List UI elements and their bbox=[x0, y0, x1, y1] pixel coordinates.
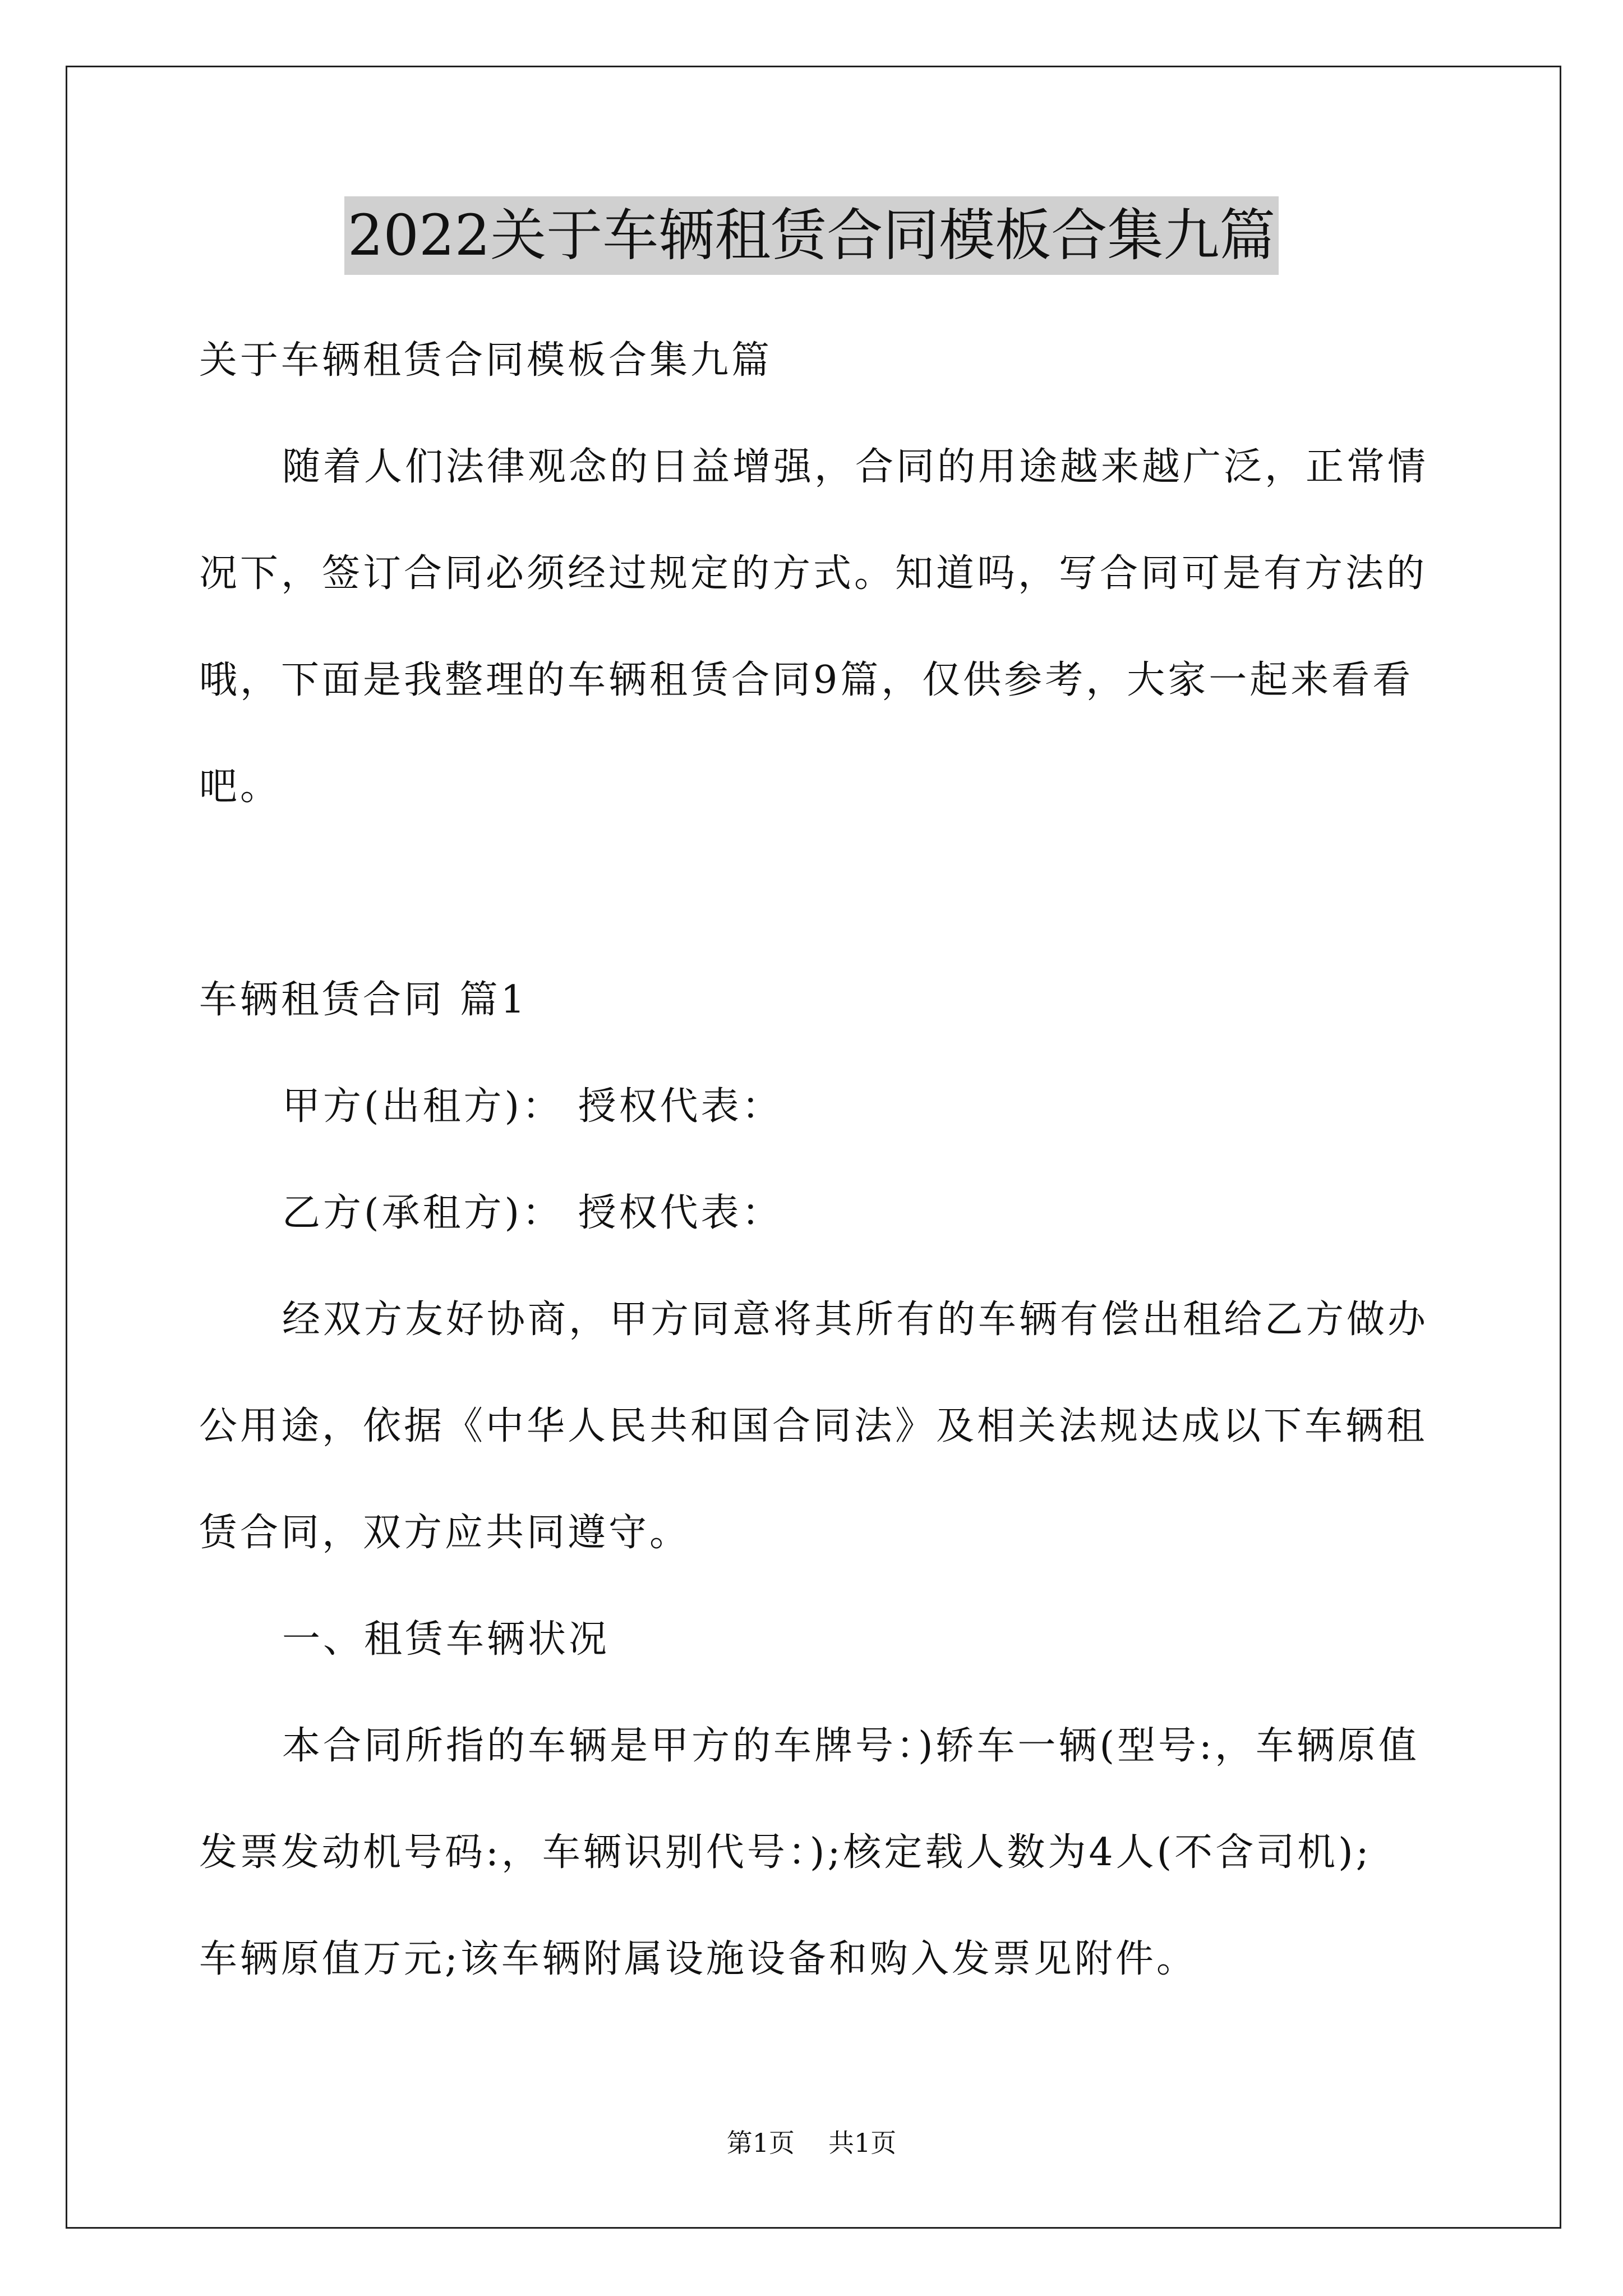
clause-heading: 一、租赁车辆状况 bbox=[282, 1617, 610, 1662]
title-container bbox=[0, 196, 1623, 275]
page-number-total: 共1页 bbox=[828, 2128, 897, 2158]
paragraph-gap bbox=[199, 840, 1433, 947]
agreement-line: 赁合同，双方应共同遵守。 bbox=[199, 1511, 691, 1555]
document-subtitle: 关于车辆租赁合同模板合集九篇 bbox=[199, 338, 773, 383]
clause-line: 车辆原值万元;该车辆附属设施设备和购入发票见附件。 bbox=[199, 1937, 1197, 1981]
page-number-current: 第1页 bbox=[726, 2128, 795, 2158]
intro-line: 随着人们法律观念的日益增强，合同的用途越来越广泛，正常情 bbox=[282, 445, 1429, 489]
intro-line: 况下，签订合同必须经过规定的方式。知道吗，写合同可是有方法的 bbox=[199, 551, 1428, 596]
document-body bbox=[199, 307, 1433, 2013]
agreement-line: 公用途，依据《中华人民共和国合同法》及相关法规达成以下车辆租 bbox=[199, 1404, 1428, 1448]
clause-line: 本合同所指的车辆是甲方的车牌号：)轿车一辆(型号:，车辆原值 bbox=[282, 1724, 1419, 1768]
document-title: 2022关于车辆租赁合同模板合集九篇 bbox=[344, 196, 1279, 275]
party-a-line: 甲方(出租方)： 授权代表： bbox=[282, 1084, 783, 1129]
intro-line: 吧。 bbox=[199, 765, 282, 809]
intro-line: 哦，下面是我整理的车辆租赁合同9篇，仅供参考，大家一起来看看 bbox=[199, 658, 1414, 702]
clause-line: 发票发动机号码:，车辆识别代号：);核定载人数为4人(不含司机); bbox=[199, 1830, 1372, 1875]
page-footer bbox=[0, 2126, 1623, 2160]
section-heading: 车辆租赁合同 篇1 bbox=[199, 978, 528, 1022]
agreement-line: 经双方友好协商，甲方同意将其所有的车辆有偿出租给乙方做办 bbox=[282, 1297, 1429, 1342]
party-b-line: 乙方(承租方)： 授权代表： bbox=[282, 1191, 783, 1235]
